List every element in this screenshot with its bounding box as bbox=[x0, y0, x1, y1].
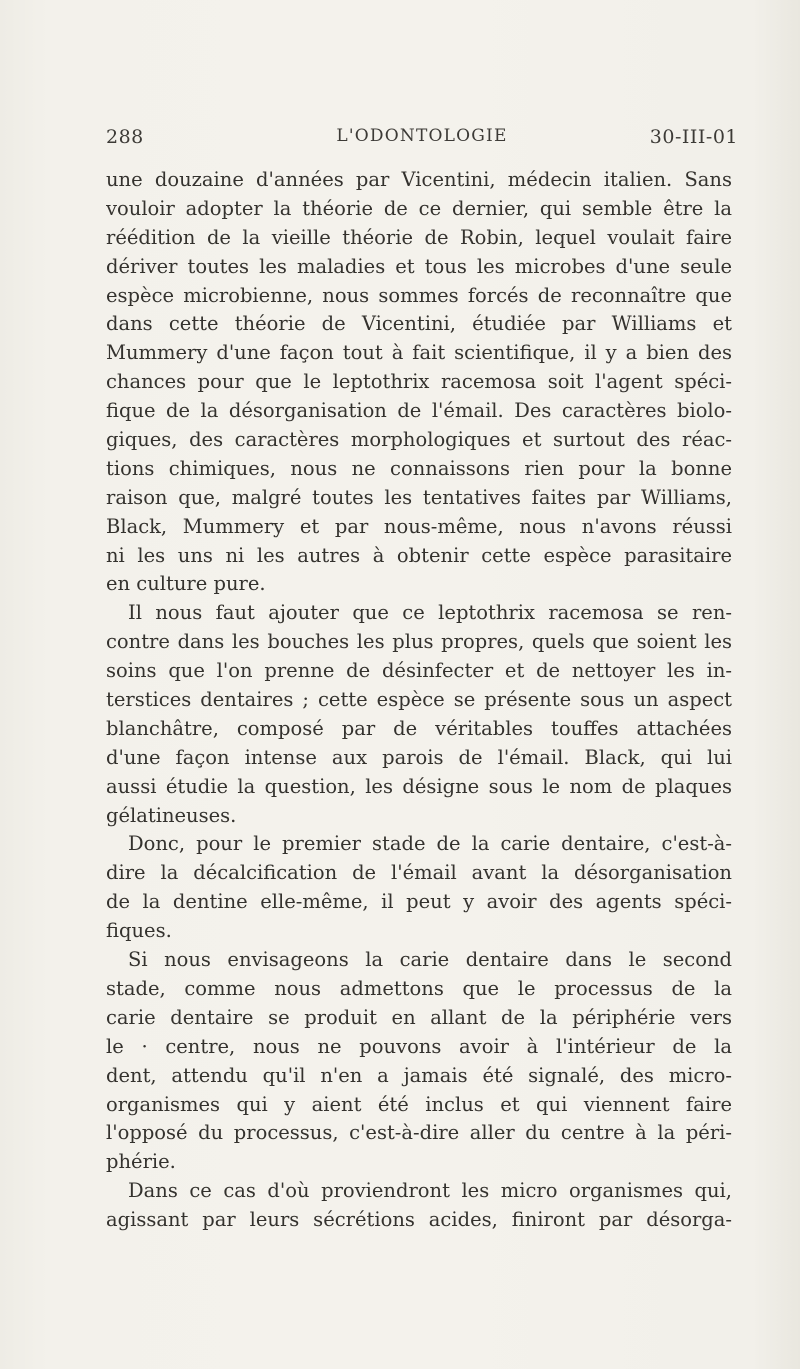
text-line: réédition de la vieille théorie de Robin, lequel voulait faire bbox=[106, 225, 732, 249]
running-title: L'ODONTOLOGIE bbox=[336, 126, 508, 146]
text-line: raison que, malgré toutes les tentatives faites par Williams, bbox=[106, 485, 732, 509]
body-text bbox=[106, 166, 732, 1235]
text-line: carie dentaire se produit en allant de la périphérie vers bbox=[106, 1005, 732, 1029]
text-line: espèce microbienne, nous sommes forcés de reconnaître que bbox=[106, 283, 732, 307]
text-line: Il nous faut ajouter que ce leptothrix racemosa se ren- bbox=[128, 601, 732, 625]
text-line: agissant par leurs sécrétions acides, finiront par désorga- bbox=[106, 1208, 732, 1232]
text-line: contre dans les bouches les plus propres, quels que soient les bbox=[106, 630, 732, 654]
text-line: en culture pure. bbox=[106, 572, 266, 596]
text-line: Black, Mummery et par nous-même, nous n'avons réussi bbox=[106, 514, 732, 538]
text-line: Dans ce cas d'où proviendront les micro organismes qui, bbox=[128, 1179, 732, 1203]
text-line: d'une façon intense aux parois de l'émail. Black, qui lui bbox=[106, 745, 732, 769]
text-line: une douzaine d'années par Vicentini, médecin italien. Sans bbox=[106, 168, 732, 191]
text-line: blanchâtre, composé par de véritables touffes attachées bbox=[106, 716, 732, 740]
text-line: chances pour que le leptothrix racemosa soit l'agent spéci- bbox=[106, 370, 732, 394]
text-line: Donc, pour le premier stade de la carie dentaire, c'est-à- bbox=[128, 832, 732, 856]
text-line: Mummery d'une façon tout à fait scientifique, il y a bien des bbox=[106, 341, 732, 365]
text-line: de la dentine elle-même, il peut y avoir des agents spéci- bbox=[106, 890, 732, 914]
text-line: terstices dentaires ; cette espèce se présente sous un aspect bbox=[106, 688, 732, 712]
text-line: fique de la désorganisation de l'émail. Des caractères biolo- bbox=[106, 399, 732, 423]
page-header bbox=[106, 126, 738, 156]
text-line: soins que l'on prenne de désinfecter et de nettoyer les in- bbox=[106, 659, 732, 683]
text-line: dire la décalcification de l'émail avant la désorganisation bbox=[106, 861, 732, 885]
page-number: 288 bbox=[106, 126, 144, 148]
text-line: tions chimiques, nous ne connaissons rien pour la bonne bbox=[106, 456, 732, 480]
text-line: dans cette théorie de Vicentini, étudiée par Williams et bbox=[106, 312, 732, 336]
text-line: giques, des caractères morphologiques et surtout des réac- bbox=[106, 428, 732, 452]
issue-date: 30-III-01 bbox=[649, 126, 738, 148]
text-line: dent, attendu qu'il n'en a jamais été signalé, des micro- bbox=[106, 1063, 732, 1087]
text-line: aussi étudie la question, les désigne sous le nom de plaques bbox=[106, 774, 732, 798]
text-line: Si nous envisageons la carie dentaire dans le second bbox=[128, 948, 732, 972]
text-line: phérie. bbox=[106, 1150, 176, 1174]
text-line: ni les uns ni les autres à obtenir cette espèce parasitaire bbox=[106, 543, 732, 567]
text-line: l'opposé du processus, c'est-à-dire aller du centre à la péri- bbox=[106, 1121, 732, 1145]
text-line: gélatineuses. bbox=[106, 803, 237, 827]
text-line: le · centre, nous ne pouvons avoir à l'intérieur de la bbox=[106, 1034, 732, 1058]
text-line: organismes qui y aient été inclus et qui viennent faire bbox=[106, 1092, 732, 1116]
text-line: stade, comme nous admettons que le processus de la bbox=[106, 976, 732, 1000]
text-line: dériver toutes les maladies et tous les microbes d'une seule bbox=[106, 254, 732, 278]
text-line: vouloir adopter la théorie de ce dernier, qui semble être la bbox=[106, 196, 732, 220]
text-line: fiques. bbox=[106, 919, 172, 943]
